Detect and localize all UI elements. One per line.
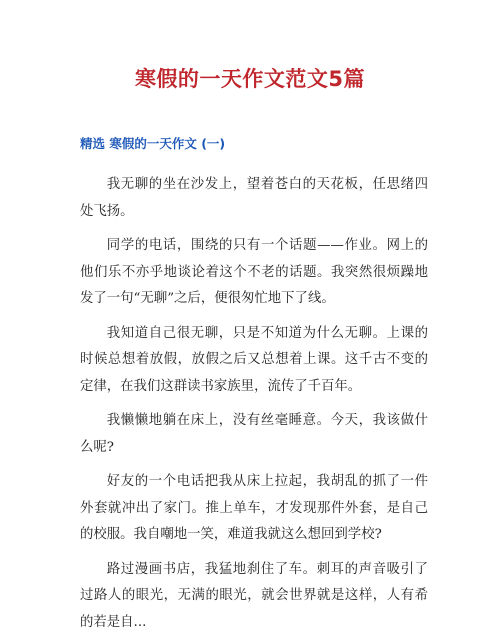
paragraph: 我知道自己很无聊，只是不知道为什么无聊。上课的时候总想着放假，放假之后又总想着上课。这千古不变的定律，在我们这群读书家族里，流传了千百年。 — [80, 325, 428, 394]
paragraph: 路过漫画书店，我猛地刹住了车。刺耳的声音吸引了过路人的眼光，无满的眼光，就会世界就是这样，人有希的若是自... — [80, 561, 428, 630]
page-title: 寒假的一天作文范文5篇 — [134, 67, 366, 91]
paragraph: 我无聊的坐在沙发上，望着苍白的天花板，任思绪四处飞扬。 — [80, 177, 428, 219]
paragraph: 同学的电话，围绕的只有一个话题——作业。网上的他们乐不亦乎地谈论着这个不老的话题。我突然很烦躁地发了一句“无聊”之后，便很匆忙地下了线。 — [80, 238, 428, 306]
section-heading: 精选 寒假的一天作文 (一) — [80, 136, 226, 151]
paragraph: 好友的一个电话把我从床上拉起，我胡乱的抓了一件外套就冲出了家门。推上单车，才发现那件外套，是自己的校服。我自嘲地一笑，难道我就这么想回到学校? — [80, 474, 428, 542]
paragraph: 我懒懒地躺在床上，没有丝毫睡意。今天，我该做什么呢? — [80, 413, 428, 455]
article-body — [80, 172, 428, 644]
